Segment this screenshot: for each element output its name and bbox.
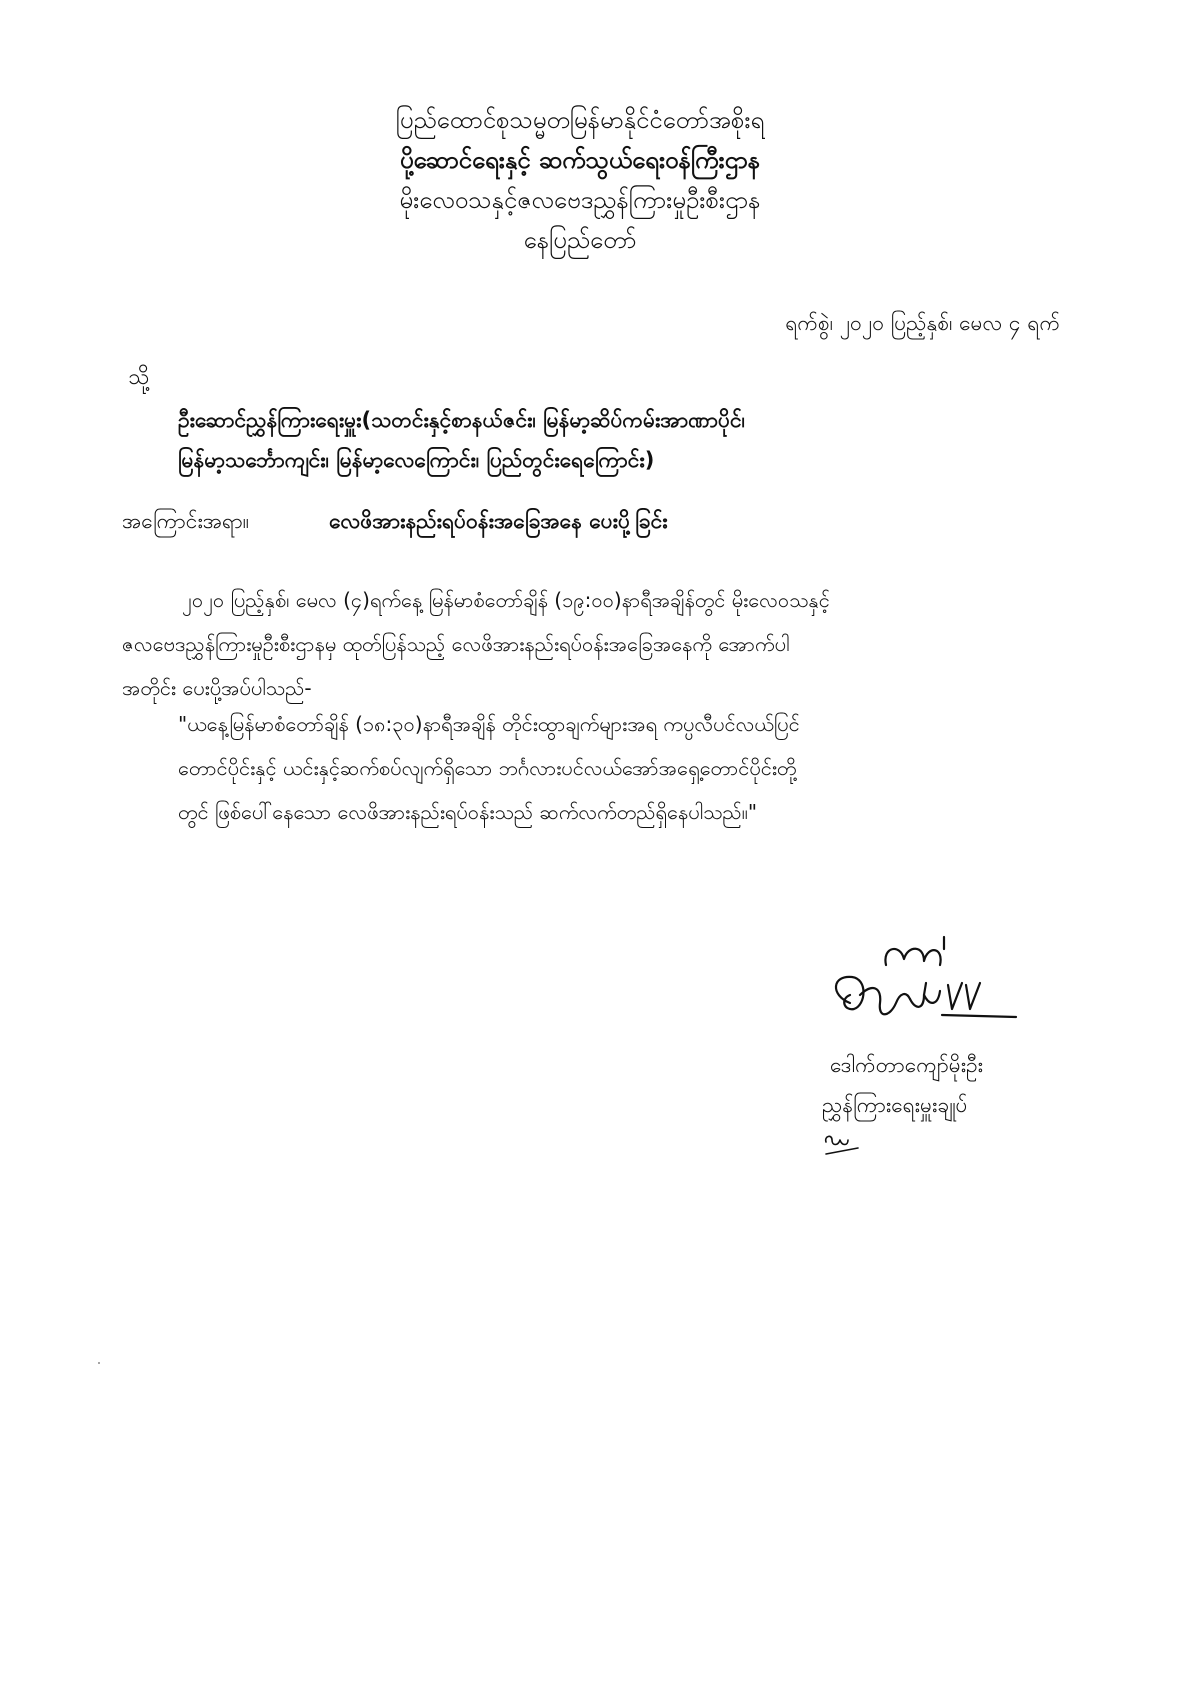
department-name: မိုးလေဝသနှင့်ဇလဗေဒညွှန်ကြားမှုဦးစီးဌာန (399, 186, 761, 214)
subject-label: အကြောင်းအရာ။ (122, 509, 250, 533)
to-label: သို့ (128, 365, 150, 390)
subject-line (122, 508, 668, 539)
scan-speck (98, 1362, 100, 1364)
body-line: ၂၀၂၀ ပြည့်နှစ်၊ မေလ (၄)ရက်နေ့ မြန်မာစံတော်ချိန် (၁၉:၀၀)နာရီအချိန်တွင် မိုးလေဝသနှင့် (182, 588, 830, 612)
city-name: နေပြည်တော် (523, 226, 637, 254)
handwritten-initial (822, 1132, 862, 1158)
letterhead (0, 100, 1200, 260)
quote-line: တွင် ဖြစ်ပေါ်နေသော လေဖိအားနည်းရပ်ဝန်းသည် ဆက်လက်တည်ရှိနေပါသည်။" (178, 800, 758, 824)
quoted-bulletin (178, 702, 1078, 834)
government-name: ပြည်ထောင်စုသမ္မတမြန်မာနိုင်ငံတော်အစိုးရ (395, 106, 765, 134)
signer-title: ညွှန်ကြားရေးမှူးချုပ် (822, 1093, 968, 1117)
body-line: အတိုင်း ပေးပို့အပ်ပါသည်- (122, 676, 312, 700)
recipient-block (178, 400, 1078, 480)
ministry-name: ပို့ဆောင်ရေးနှင့် ဆက်သွယ်ရေးဝန်ကြီးဌာန (399, 146, 761, 174)
recipient-line: ဦးဆောင်ညွှန်ကြားရေးမှူး(သတင်းနှင့်စာနယ်ဇင်း၊ မြန်မာ့ဆိပ်ကမ်းအာဏာပိုင်၊ (178, 408, 745, 432)
body-paragraph (122, 578, 1042, 710)
letter-date: ရက်စွဲ၊ ၂၀၂၀ ပြည့်နှစ်၊ မေလ ၄ ရက် (785, 311, 1060, 335)
signer-name: ဒေါက်တာကျော်မိုးဦး (830, 1053, 984, 1077)
handwritten-signature (820, 925, 1020, 1045)
recipient-line: မြန်မာ့သင်္ဘောကျင်း၊ မြန်မာ့လေကြောင်း၊ ပြည်တွင်းရေကြောင်း) (178, 448, 655, 472)
body-line: ဇလဗေဒညွှန်ကြားမှုဦးစီးဌာနမှ ထုတ်ပြန်သည့် လေဖိအားနည်းရပ်ဝန်းအခြေအနေကို အောက်ပါ (122, 632, 790, 656)
quote-line: "ယနေ့မြန်မာစံတော်ချိန် (၁၈:၃၀)နာရီအချိန် တိုင်းထွာချက်များအရ ကပ္ပလီပင်လယ်ပြင် (178, 712, 800, 736)
quote-line: တောင်ပိုင်းနှင့် ယင်းနှင့်ဆက်စပ်လျက်ရှိသော ဘင်္ဂလားပင်လယ်အော်အရှေ့တောင်ပိုင်းတို့ (178, 756, 797, 780)
subject-title: လေဖိအားနည်းရပ်ဝန်းအခြေအနေ ပေးပို့ခြင်း (329, 509, 668, 533)
